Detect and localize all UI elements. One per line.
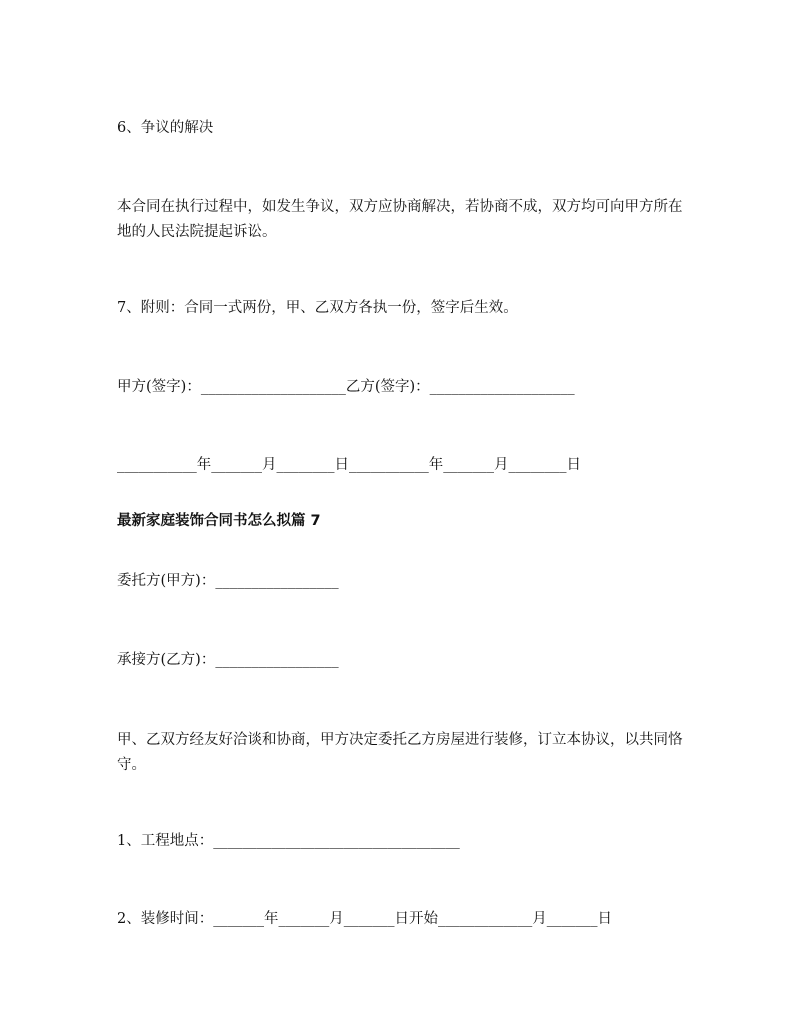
- client-line: 委托方(甲方)：_________________: [117, 573, 339, 589]
- clause-6-body: 本合同在执行过程中，如发生争议，双方应协商解决，若协商不成，双方均可向甲方所在地的人民法院提起诉讼。: [117, 199, 683, 240]
- contractor-line: 承接方(乙方)：_________________: [117, 652, 339, 668]
- item-1-location: 1、工程地点：__________________________________: [117, 833, 460, 849]
- signature-line: 甲方(签字)：____________________乙方(签字)：____________________: [117, 379, 575, 395]
- clause-6-title: 6、争议的解决: [117, 120, 214, 136]
- section-heading: 最新家庭装饰合同书怎么拟篇 7: [117, 513, 321, 529]
- intro-paragraph: 甲、乙双方经友好洽谈和协商，甲方决定委托乙方房屋进行装修，订立本协议，以共同恪守。: [117, 732, 683, 773]
- item-2-schedule: 2、装修时间：_______年_______月_______日开始_____________月_______日: [117, 911, 612, 927]
- date-line: ___________年_______月________日___________年_______月________日: [117, 457, 581, 473]
- clause-7-text: 7、附则：合同一式两份，甲、乙双方各执一份，签字后生效。: [117, 300, 518, 316]
